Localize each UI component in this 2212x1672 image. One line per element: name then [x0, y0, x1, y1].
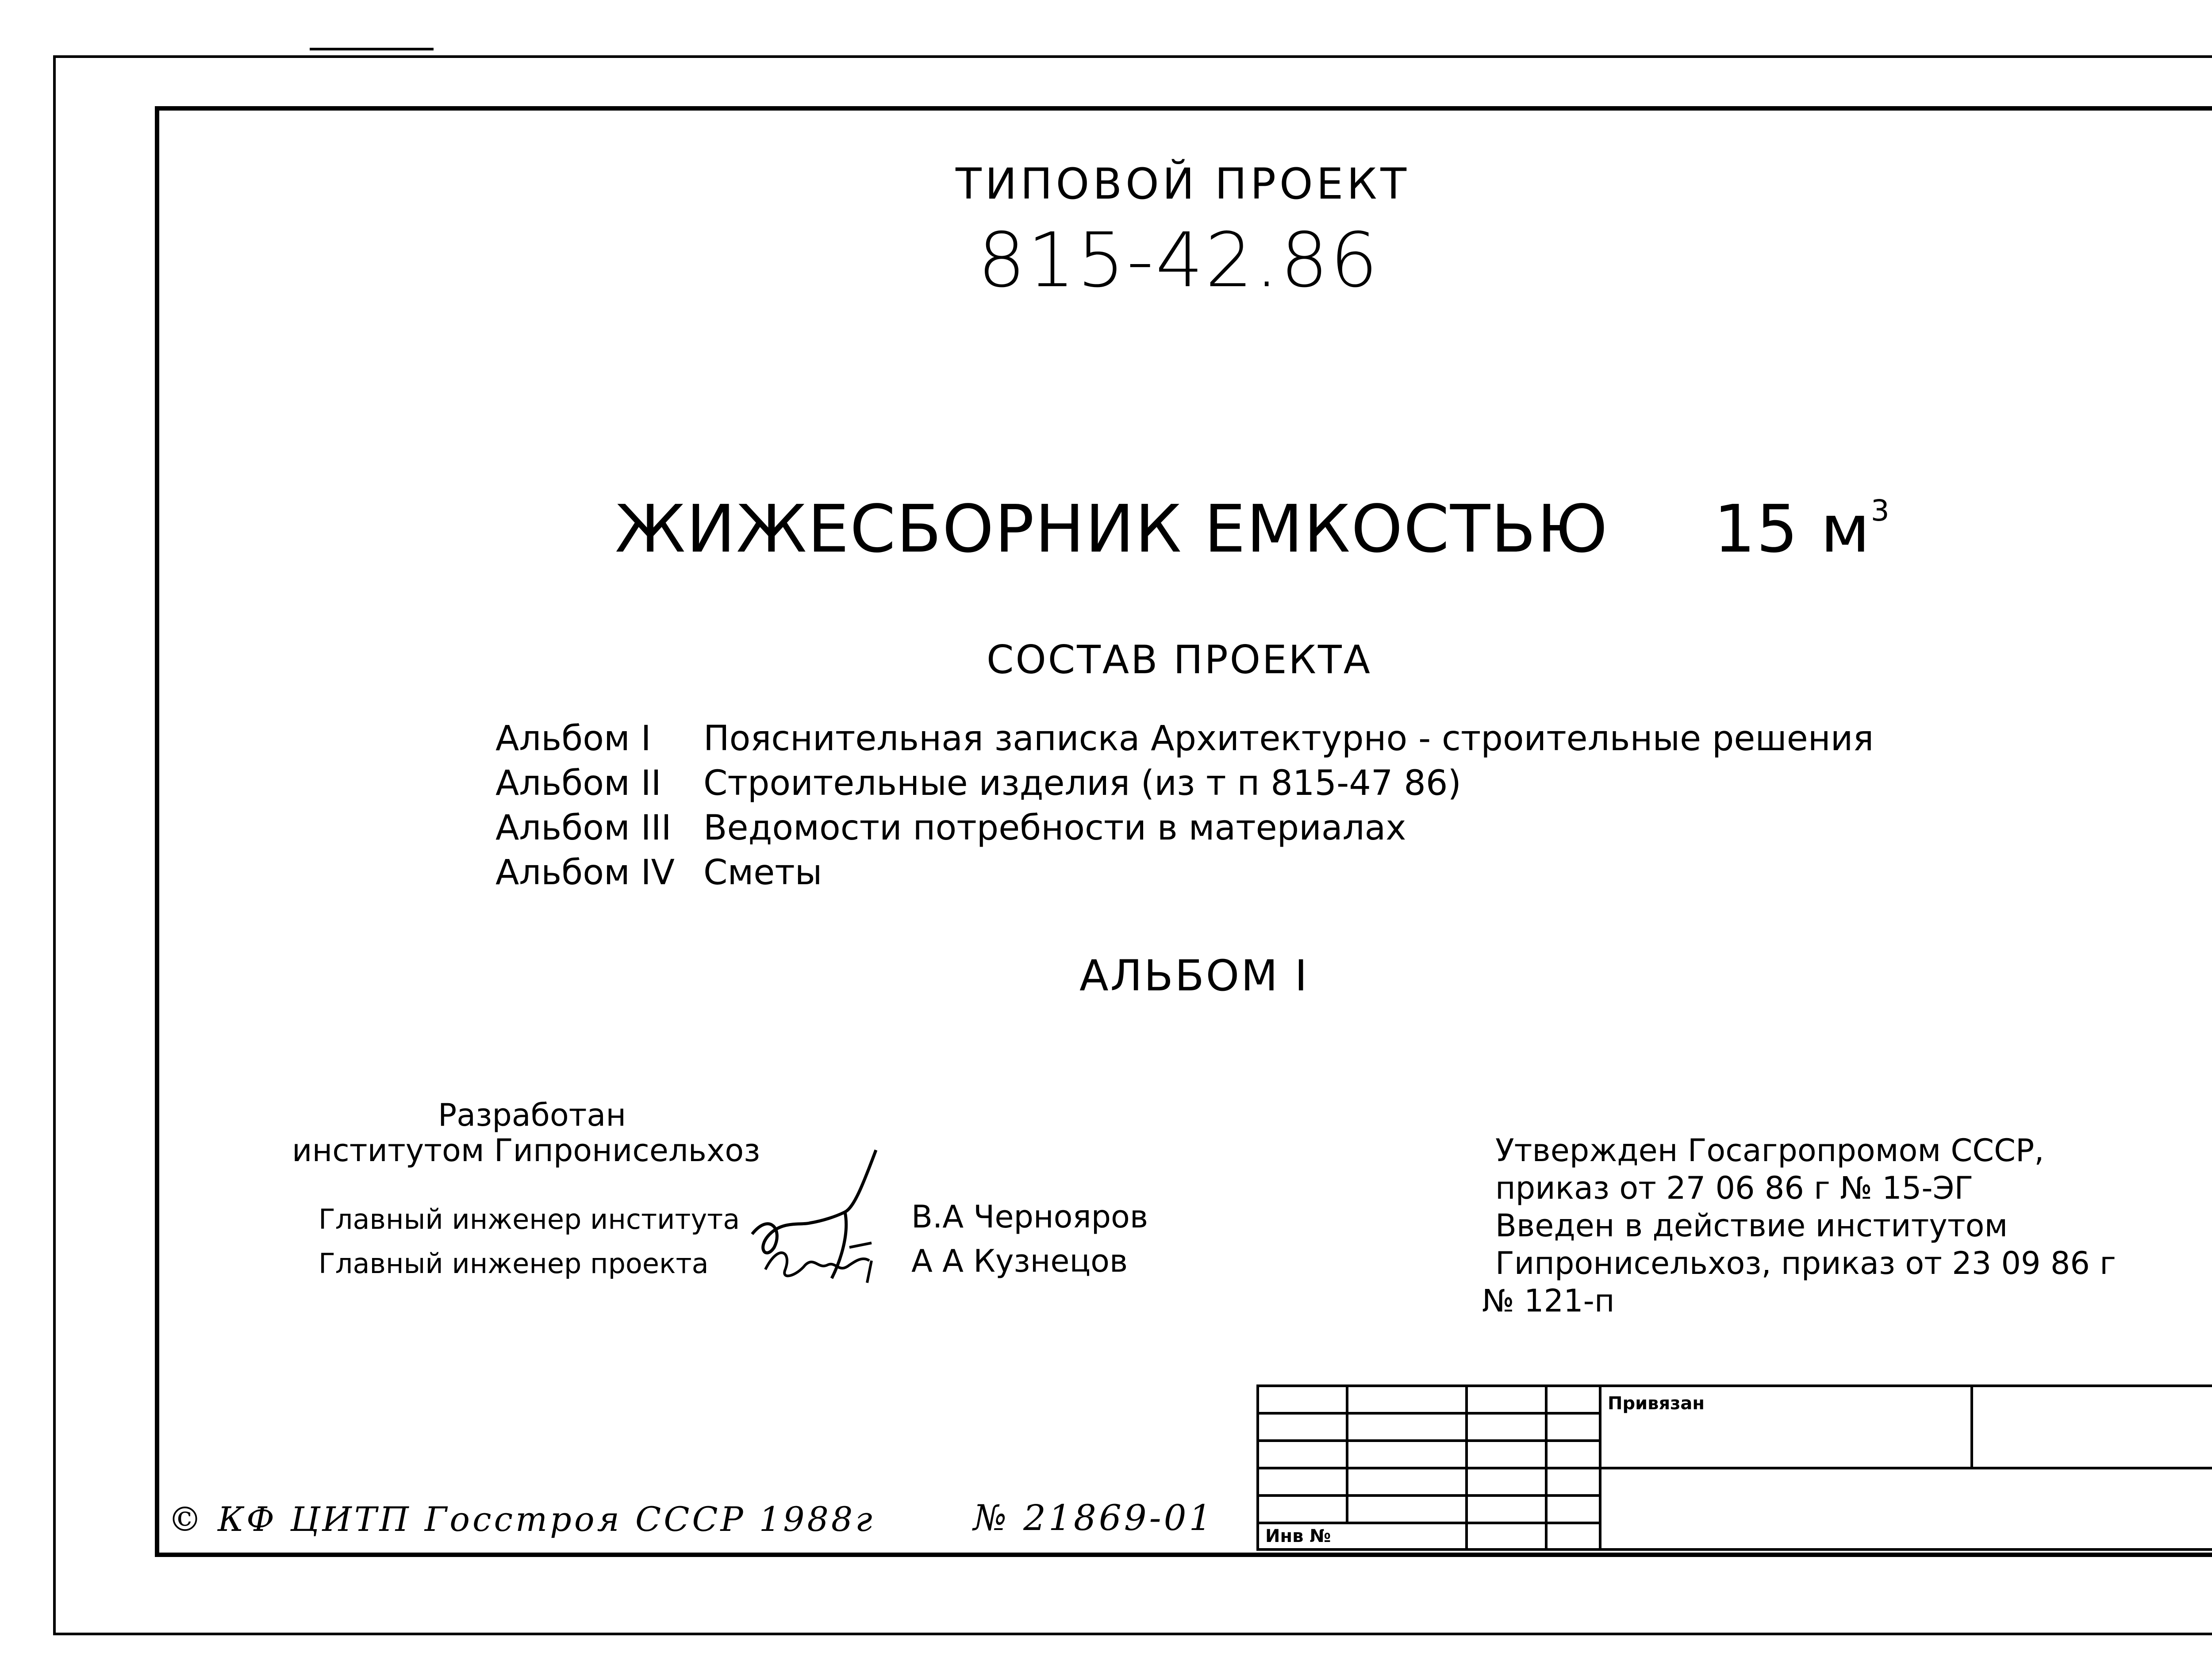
approval-line2: приказ от 27 06 86 г № 15-ЭГ [1495, 1170, 1974, 1206]
albums-list [495, 717, 1874, 895]
main-title-text: ЖИЖЕСБОРНИК ЕМКОСТЬЮ [615, 491, 1609, 567]
name-chernoyarov: В.А Чернояров [911, 1199, 1148, 1235]
stamp-block [1256, 1384, 2212, 1553]
developer-line1: Разработан [438, 1097, 626, 1133]
inventory-number-label: Инв № [1258, 1523, 1467, 1549]
approval-line3: Введен в действие институтом [1495, 1208, 2008, 1244]
project-number: 815-42.86 [978, 217, 1380, 304]
album-row: Альбом III Ведомости потребности в материалах [495, 808, 1406, 848]
current-album: АЛЬБОМ I [1079, 951, 1309, 1001]
main-title-superscript: 3 [1870, 494, 1890, 528]
main-title [615, 491, 1890, 567]
name-kuznetsov: А А Кузнецов [911, 1243, 1128, 1279]
main-title-volume: 15 м [1713, 491, 1871, 567]
developer-line2: институтом Гипронисельхоз [292, 1132, 760, 1169]
stamp-grid-right [1599, 1384, 2212, 1551]
project-type-label: ТИПОВОЙ ПРОЕКТ [956, 159, 1410, 209]
copyright-note: © КФ ЦИТП Госстроя СССР 1988г [168, 1499, 875, 1539]
role-chief-engineer-institute: Главный инженер института [319, 1203, 740, 1235]
album-row: Альбом II Строительные изделия (из т п 815-47 86) [495, 763, 1461, 803]
signature-2-icon [761, 1234, 885, 1292]
approval-line5: № 121-п [1482, 1283, 1615, 1319]
top-scan-mark [310, 48, 434, 50]
approval-line4: Гипронисельхоз, приказ от 23 09 86 г [1495, 1245, 2116, 1281]
bound-to-label: Привязан [1600, 1386, 1972, 1468]
stamp-grid-left [1256, 1384, 1601, 1551]
album-row: Альбом I Пояснительная записка Архитектурно - строительные решения [495, 719, 1874, 759]
album-row: Альбом IV Сметы [495, 853, 822, 893]
approval-line1: Утвержден Госагропромом СССР, [1495, 1132, 2044, 1169]
document-number: № 21869-01 [973, 1497, 1214, 1538]
role-chief-engineer-project: Главный инженер проекта [319, 1247, 709, 1280]
composition-heading: СОСТАВ ПРОЕКТА [987, 637, 1372, 683]
